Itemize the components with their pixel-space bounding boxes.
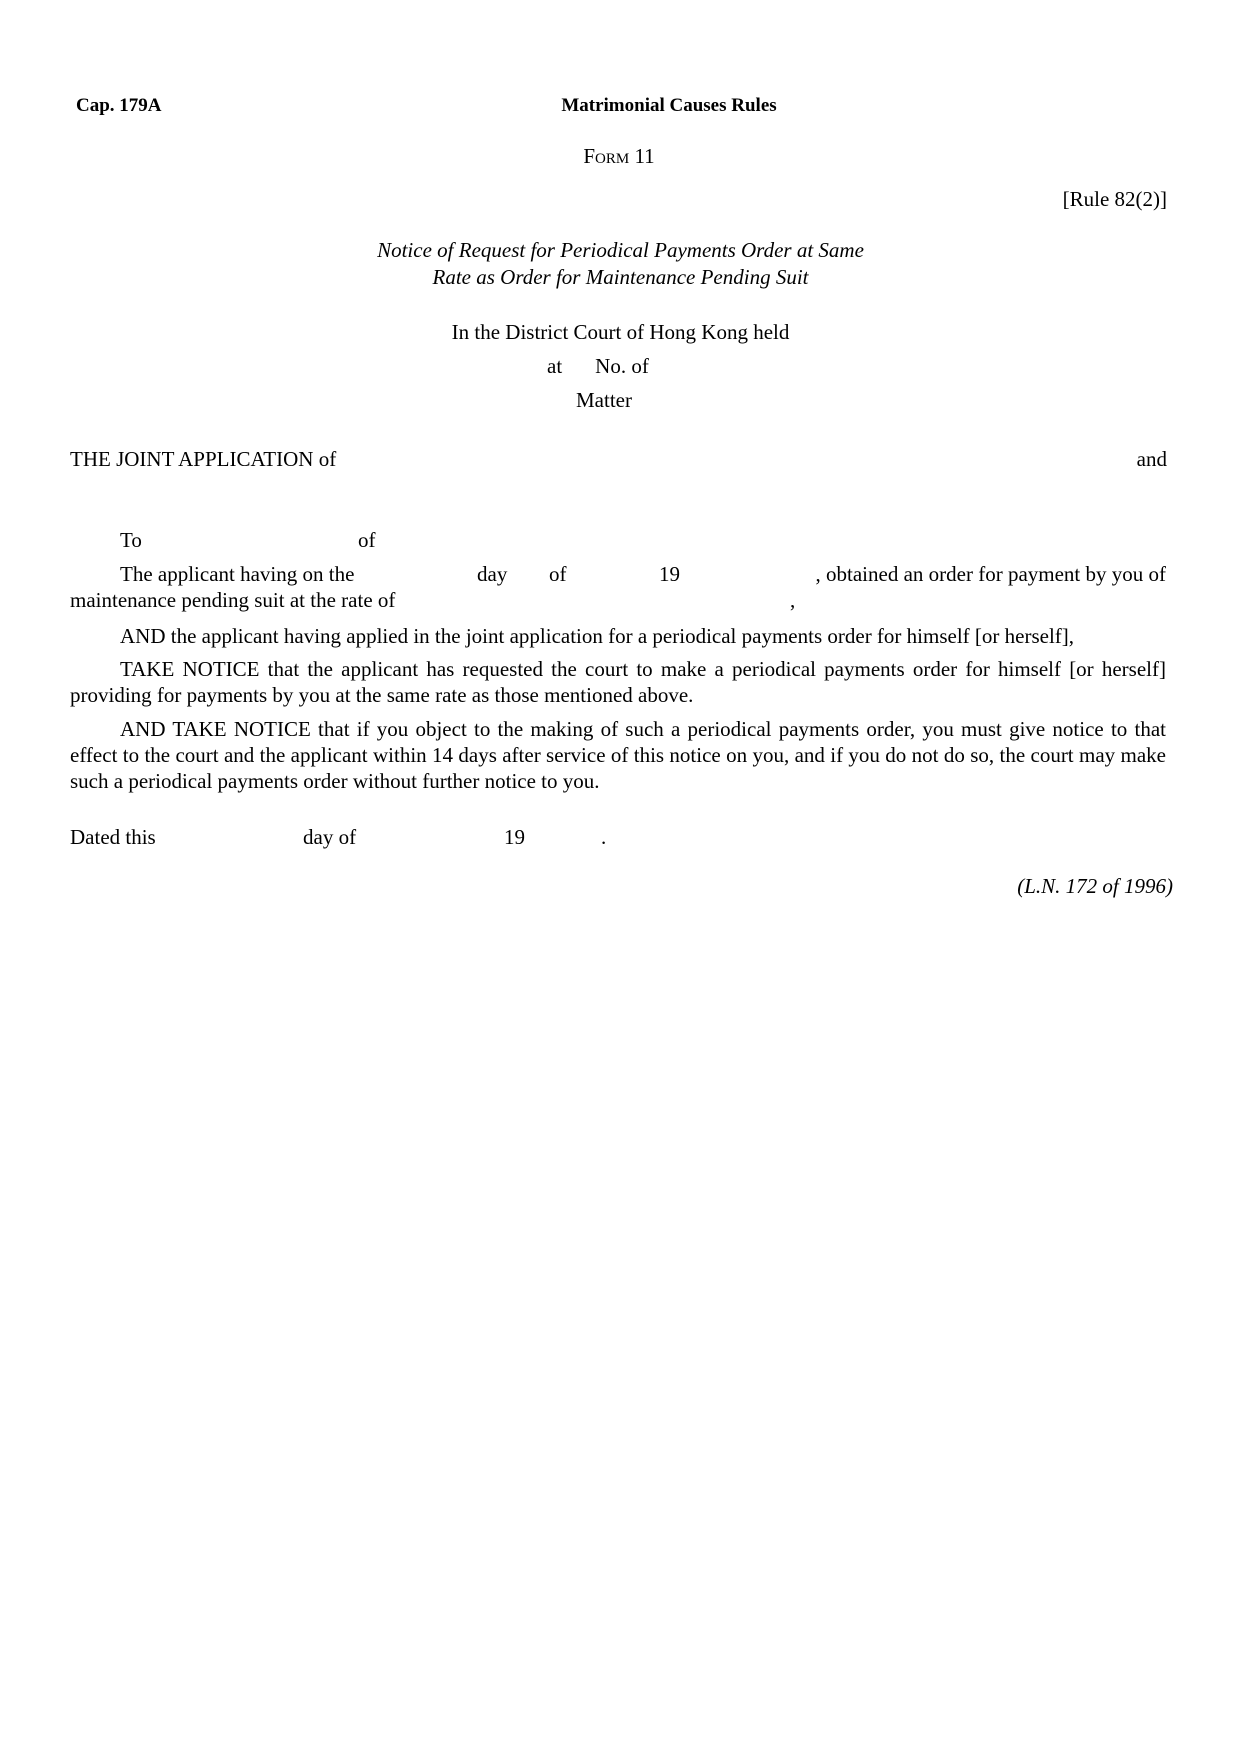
paragraph-2: AND the applicant having applied in the joint application for a periodical payments order for himself [or herself], [120,624,1075,648]
joint-application-and: and [1136,447,1167,471]
paragraph-3: TAKE NOTICE that the applicant has requested the court to make a periodical payments order for himself [or herself] providing for payments by you at the same rate as those mentioned above. [70,657,1166,707]
form-heading [0,237,1241,291]
chapter-number: Cap. 179A [76,95,162,116]
paragraph-1-comma: , [790,588,796,612]
form-heading-line-1: Notice of Request for Periodical Payments Order at Same [377,238,864,262]
dated-day-of: day of [303,825,357,849]
paragraph-1-obtained: , obtained an order for payment by you of [815,562,1166,586]
court-line-2 [547,356,649,377]
dated-year: 19 [504,825,525,849]
dated-this: Dated this [70,825,156,849]
form-label: Form [583,144,630,168]
form-number-value: 11 [634,144,655,168]
dated-full-stop: . [601,825,607,849]
joint-application-label: THE JOINT APPLICATION of [70,447,337,471]
paragraph-1-start: The applicant having on the [120,562,355,586]
court-at: at [547,354,563,378]
paragraph-1-day: day [477,562,508,586]
court-matter: Matter [576,388,632,412]
running-title: Matrimonial Causes Rules [561,95,777,116]
paragraph-1-rate: maintenance pending suit at the rate of [70,588,396,612]
paragraph-4: AND TAKE NOTICE that if you object to the making of such a periodical payments order, you must give notice to that effect to the court and the applicant within 14 days after service of this notice on you, and if you do not do so, the court may make such a periodical payments order without further notice to you. [70,717,1166,793]
paragraph-1-year: 19 [659,562,680,586]
addressee-of: of [358,528,376,552]
court-line-1: In the District Court of Hong Kong held [451,320,790,344]
rule-reference: [Rule 82(2)] [1062,187,1167,211]
addressee-to: To [120,528,142,552]
legal-notice-citation: (L.N. 172 of 1996) [1017,874,1173,898]
form-heading-line-2: Rate as Order for Maintenance Pending Suit [432,265,809,289]
form-number [0,146,1238,167]
court-case-number: No. of [595,354,649,378]
paragraph-1-of: of [549,562,567,586]
